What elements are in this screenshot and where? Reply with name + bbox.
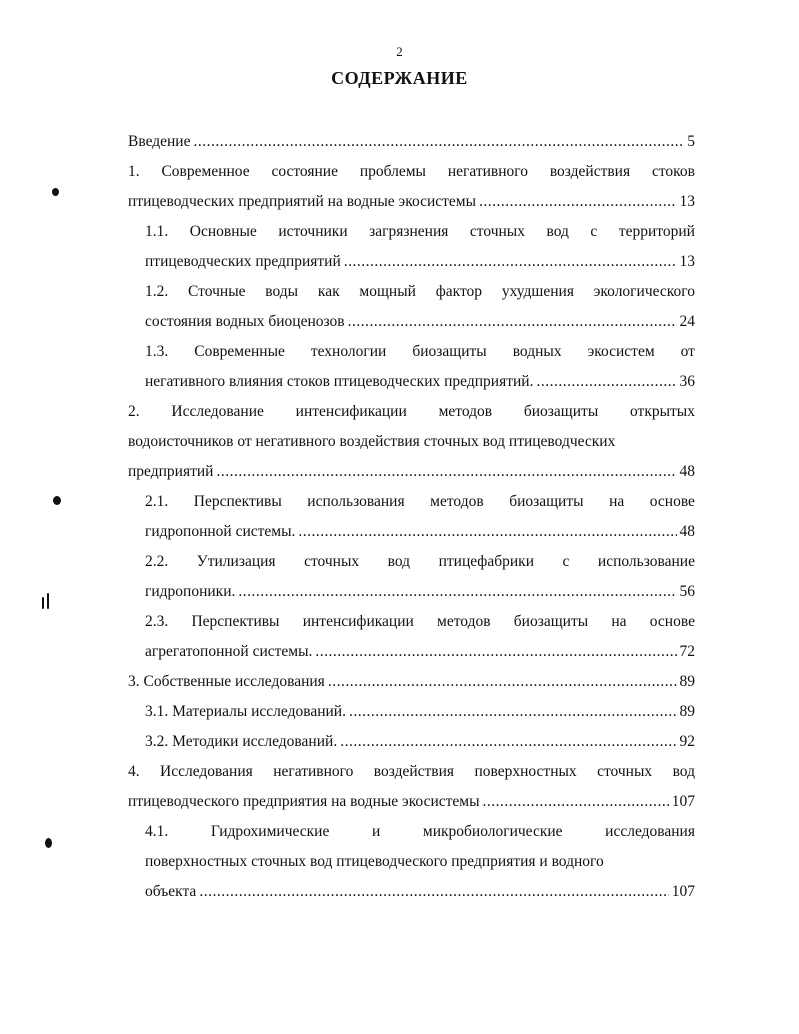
toc-word: методов [437,613,491,630]
toc-entry-s4-1-line1[interactable] [145,818,695,846]
toc-page-number: 13 [679,253,695,270]
page-title: СОДЕРЖАНИЕ [331,68,468,88]
toc-word: исследования [605,823,695,840]
toc-entry-text: гидропонной системы. [145,523,296,540]
toc-page-number: 89 [679,703,695,720]
toc-word: проблемы [359,163,426,180]
toc-page-number: 48 [679,523,695,540]
toc-word: птицефабрики [438,553,534,570]
toc-entry-s1-1-last[interactable] [145,248,695,276]
toc-entry-text: птицеводческого предприятия на водные экосистемы [128,793,480,810]
toc-word: 4.1. [145,823,169,840]
toc-word: вод [672,763,695,780]
toc-word: экологического [593,283,695,300]
toc-word: от [680,343,695,360]
toc-word: территорий [618,223,695,240]
toc-word: экосистем [587,343,655,360]
toc-page-number: 72 [679,643,695,660]
toc-word: интенсификации [302,613,414,630]
toc-entry-intro[interactable] [128,128,695,156]
toc-word: с [562,553,570,570]
toc-entry-s2-1-line1[interactable] [145,488,695,516]
toc-word: 4. [128,763,140,780]
toc-entry-ch3[interactable] [128,668,695,696]
toc-entry-ch2-line1[interactable] [128,398,695,426]
toc-word: использование [597,553,695,570]
scan-speck [45,838,52,848]
toc-word: открытых [630,403,695,420]
toc-word: использования [307,493,405,510]
toc-entry-text: объекта [145,883,197,900]
toc-entry-ch2-last[interactable] [128,458,695,486]
toc-entry-text: состояния водных биоценозов [145,313,345,330]
toc-entry-ch2-line2[interactable] [128,428,695,456]
toc-page-number: 92 [679,733,695,750]
toc-entry-s2-2-line1[interactable] [145,548,695,576]
scan-speck [53,496,61,505]
toc-entry-s3-2[interactable] [145,728,695,756]
toc-page-number: 5 [687,133,695,150]
toc-word: состояние [271,163,338,180]
toc-word: вод [546,223,569,240]
toc-entry-ch1-last[interactable] [128,188,695,216]
toc-entry-s2-2-last[interactable] [145,578,695,606]
toc-word: биозащиты [509,493,584,510]
toc-entry-text: птицеводческих предприятий [145,253,341,270]
toc-entry-s2-3-last[interactable] [145,638,695,666]
dot-leader [238,578,676,606]
toc-entry-text: 3.2. Методики исследований. [145,733,338,750]
toc-word: методов [438,403,493,420]
toc-word: поверхностных [474,763,577,780]
toc-entry-ch1-line1[interactable] [128,158,695,186]
scan-speck [52,188,59,196]
toc-word: 1. [128,163,140,180]
toc-word: фактор [435,283,483,300]
toc-entry-ch4-line1[interactable] [128,758,695,786]
toc-page-number: 107 [671,793,695,810]
toc-word: 2. [128,403,140,420]
toc-word: на [611,613,627,630]
dot-leader [348,308,677,336]
toc-entry-text: негативного влияния стоков птицеводческих предприятий. [145,373,534,390]
toc-word: загрязнения [369,223,449,240]
toc-word: на [609,493,625,510]
toc-word: основе [649,493,695,510]
dot-leader [328,668,677,696]
toc-word: основе [649,613,695,630]
toc-entry-text: птицеводческих предприятий на водные экосистемы [128,193,477,210]
toc-word: водных [512,343,562,360]
toc-entry-s3-1[interactable] [145,698,695,726]
toc-word: воздействия [373,763,455,780]
scan-speck [47,593,49,609]
dot-leader [298,518,676,546]
toc-word: негативного [447,163,528,180]
toc-word: мощный [359,283,416,300]
toc-page-number: 107 [671,883,695,900]
toc-word: источники [278,223,348,240]
toc-word: стоков [651,163,695,180]
toc-entry-s1-2-line1[interactable] [145,278,695,306]
toc-word: 2.3. [145,613,169,630]
toc-word: интенсификации [295,403,407,420]
toc-entry-s1-2-last[interactable] [145,308,695,336]
toc-entry-text: гидропоники. [145,583,236,600]
dot-leader [536,368,676,396]
toc-word: биозащиты [513,613,589,630]
page-number: 2 [396,44,403,59]
toc-word: Утилизация [196,553,276,570]
toc-word: Гидрохимические [210,823,330,840]
toc-entry-s1-3-line1[interactable] [145,338,695,366]
toc-entry-text: 3. Собственные исследования [128,673,325,690]
toc-word: и [371,823,381,840]
toc-page-number: 56 [679,583,695,600]
toc-word: технологии [310,343,387,360]
dot-leader [483,788,669,816]
toc-word: 1.1. [145,223,169,240]
toc-word: воды [265,283,299,300]
toc-word: Исследование [171,403,264,420]
toc-word: Исследования [160,763,253,780]
toc-page-number: 36 [679,373,695,390]
toc-word: 2.2. [145,553,169,570]
dot-leader [340,728,676,756]
toc-entry-text: водоисточников от негативного воздействия сточных вод птицеводческих [128,433,616,450]
toc-word: методов [430,493,484,510]
toc-page-number: 13 [679,193,695,210]
toc-word: сточных [469,223,525,240]
toc-word: Сточные [188,283,246,300]
dot-leader [344,248,677,276]
toc-entry-text: Введение [128,133,191,150]
toc-entry-s1-3-last[interactable] [145,368,695,396]
dot-leader [479,188,676,216]
toc-entry-s4-1-line2[interactable] [145,848,695,876]
toc-page-number: 89 [679,673,695,690]
toc-word: биозащиты [523,403,599,420]
toc-word: с [590,223,598,240]
dot-leader [349,698,677,726]
toc-word: ухудшения [501,283,574,300]
toc-entry-s2-3-line1[interactable] [145,608,695,636]
toc-entry-text: 3.1. Материалы исследований. [145,703,346,720]
toc-page-number: 24 [679,313,695,330]
scan-speck [42,597,44,609]
toc-word: микробиологические [422,823,563,840]
toc-word: 2.1. [145,493,169,510]
toc-word: негативного [273,763,354,780]
toc-word: биозащиты [412,343,487,360]
toc-word: как [317,283,340,300]
toc-word: Основные [189,223,257,240]
toc-word: 1.3. [145,343,169,360]
toc-entry-text: поверхностных сточных вод птицеводческого предприятия и водного [145,853,604,870]
toc-entry-text: агрегатопонной системы. [145,643,313,660]
toc-word: Перспективы [191,613,280,630]
toc-page-number: 48 [679,463,695,480]
toc-entry-text: предприятий [128,463,214,480]
toc-entry-s1-1-line1[interactable] [145,218,695,246]
dot-leader [216,458,676,486]
toc-word: вод [387,553,411,570]
toc-word: сточных [597,763,653,780]
dot-leader [315,638,676,666]
toc-entry-s2-1-last[interactable] [145,518,695,546]
toc-word: Современное [161,163,250,180]
toc-word: 1.2. [145,283,169,300]
toc-word: сточных [304,553,360,570]
dot-leader [199,878,668,906]
toc-word: Перспективы [193,493,282,510]
toc-word: Современные [194,343,285,360]
dot-leader [193,128,684,156]
toc-entry-ch4-last[interactable] [128,788,695,816]
toc-word: воздействия [549,163,631,180]
toc-entry-s4-1-last[interactable] [145,878,695,906]
